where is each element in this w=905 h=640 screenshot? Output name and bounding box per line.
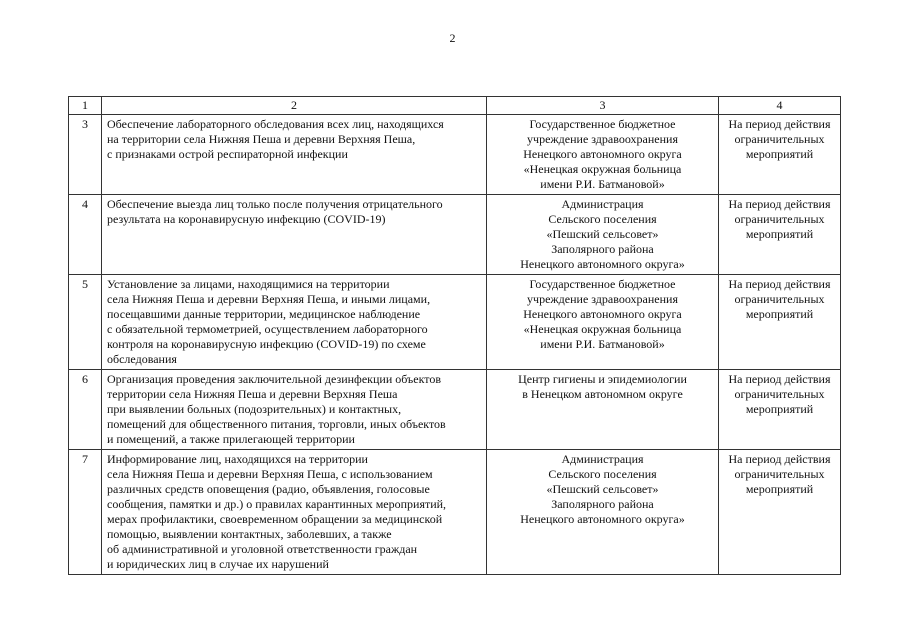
measure-text: Обеспечение лабораторного обследования всех лиц, находящихся на территории села Нижняя Пеша и деревни Верхняя Пеша, с признаками острой респираторной инфекции [102, 115, 487, 195]
table-header-row [69, 97, 841, 115]
table-row [69, 370, 841, 450]
measure-text: Организация проведения заключительной дезинфекции объектов территории села Нижняя Пеша и деревни Верхняя Пеша при выявлении больных (подозрительных) и контактных, помещений для общественного питания, торговли, иных объектов и помещений, а также прилегающей территории [102, 370, 487, 450]
row-number: 7 [69, 450, 102, 575]
measure-text: Информирование лиц, находящихся на территории села Нижняя Пеша и деревни Верхняя Пеша, с использованием различных средств оповещения (радио, объявления, голосовые сообщения, памятки и др.) о правилах карантинных мероприятий, мерах профилактики, своевременном обращении за медицинской помощью, выявлении контактных, заболевших, а также об административной и уголовной ответственности граждан и юридических лиц в случае их нарушений [102, 450, 487, 575]
period-text: На период действия ограничительных мероприятий [719, 195, 841, 275]
measure-text: Обеспечение выезда лиц только после получения отрицательного результата на коронавирусную инфекцию (COVID-19) [102, 195, 487, 275]
row-number: 3 [69, 115, 102, 195]
period-text: На период действия ограничительных мероприятий [719, 275, 841, 370]
header-col-1: 1 [69, 97, 102, 115]
period-text: На период действия ограничительных мероприятий [719, 115, 841, 195]
measures-table [68, 96, 841, 575]
table-row [69, 450, 841, 575]
row-number: 4 [69, 195, 102, 275]
executor-text: Администрация Сельского поселения «Пешский сельсовет» Заполярного района Ненецкого автономного округа» [487, 450, 719, 575]
measure-text: Установление за лицами, находящимися на территории села Нижняя Пеша и деревни Верхняя Пеша, и иными лицами, посещавшими данные территории, медицинское наблюдение с обязательной термометрией, осуществлением лабораторного контроля на коронавирусную инфекцию (COVID-19) по схеме обследования [102, 275, 487, 370]
executor-text: Государственное бюджетное учреждение здравоохранения Ненецкого автономного округа «Ненецкая окружная больница имени Р.И. Батмановой» [487, 115, 719, 195]
table-row [69, 115, 841, 195]
period-text: На период действия ограничительных мероприятий [719, 450, 841, 575]
executor-text: Администрация Сельского поселения «Пешский сельсовет» Заполярного района Ненецкого автономного округа» [487, 195, 719, 275]
table-row [69, 275, 841, 370]
row-number: 6 [69, 370, 102, 450]
period-text: На период действия ограничительных мероприятий [719, 370, 841, 450]
header-col-2: 2 [102, 97, 487, 115]
executor-text: Центр гигиены и эпидемиологии в Ненецком автономном округе [487, 370, 719, 450]
header-col-3: 3 [487, 97, 719, 115]
table-row [69, 195, 841, 275]
page-number: 2 [449, 31, 456, 45]
executor-text: Государственное бюджетное учреждение здравоохранения Ненецкого автономного округа «Ненецкая окружная больница имени Р.И. Батмановой» [487, 275, 719, 370]
header-col-4: 4 [719, 97, 841, 115]
row-number: 5 [69, 275, 102, 370]
